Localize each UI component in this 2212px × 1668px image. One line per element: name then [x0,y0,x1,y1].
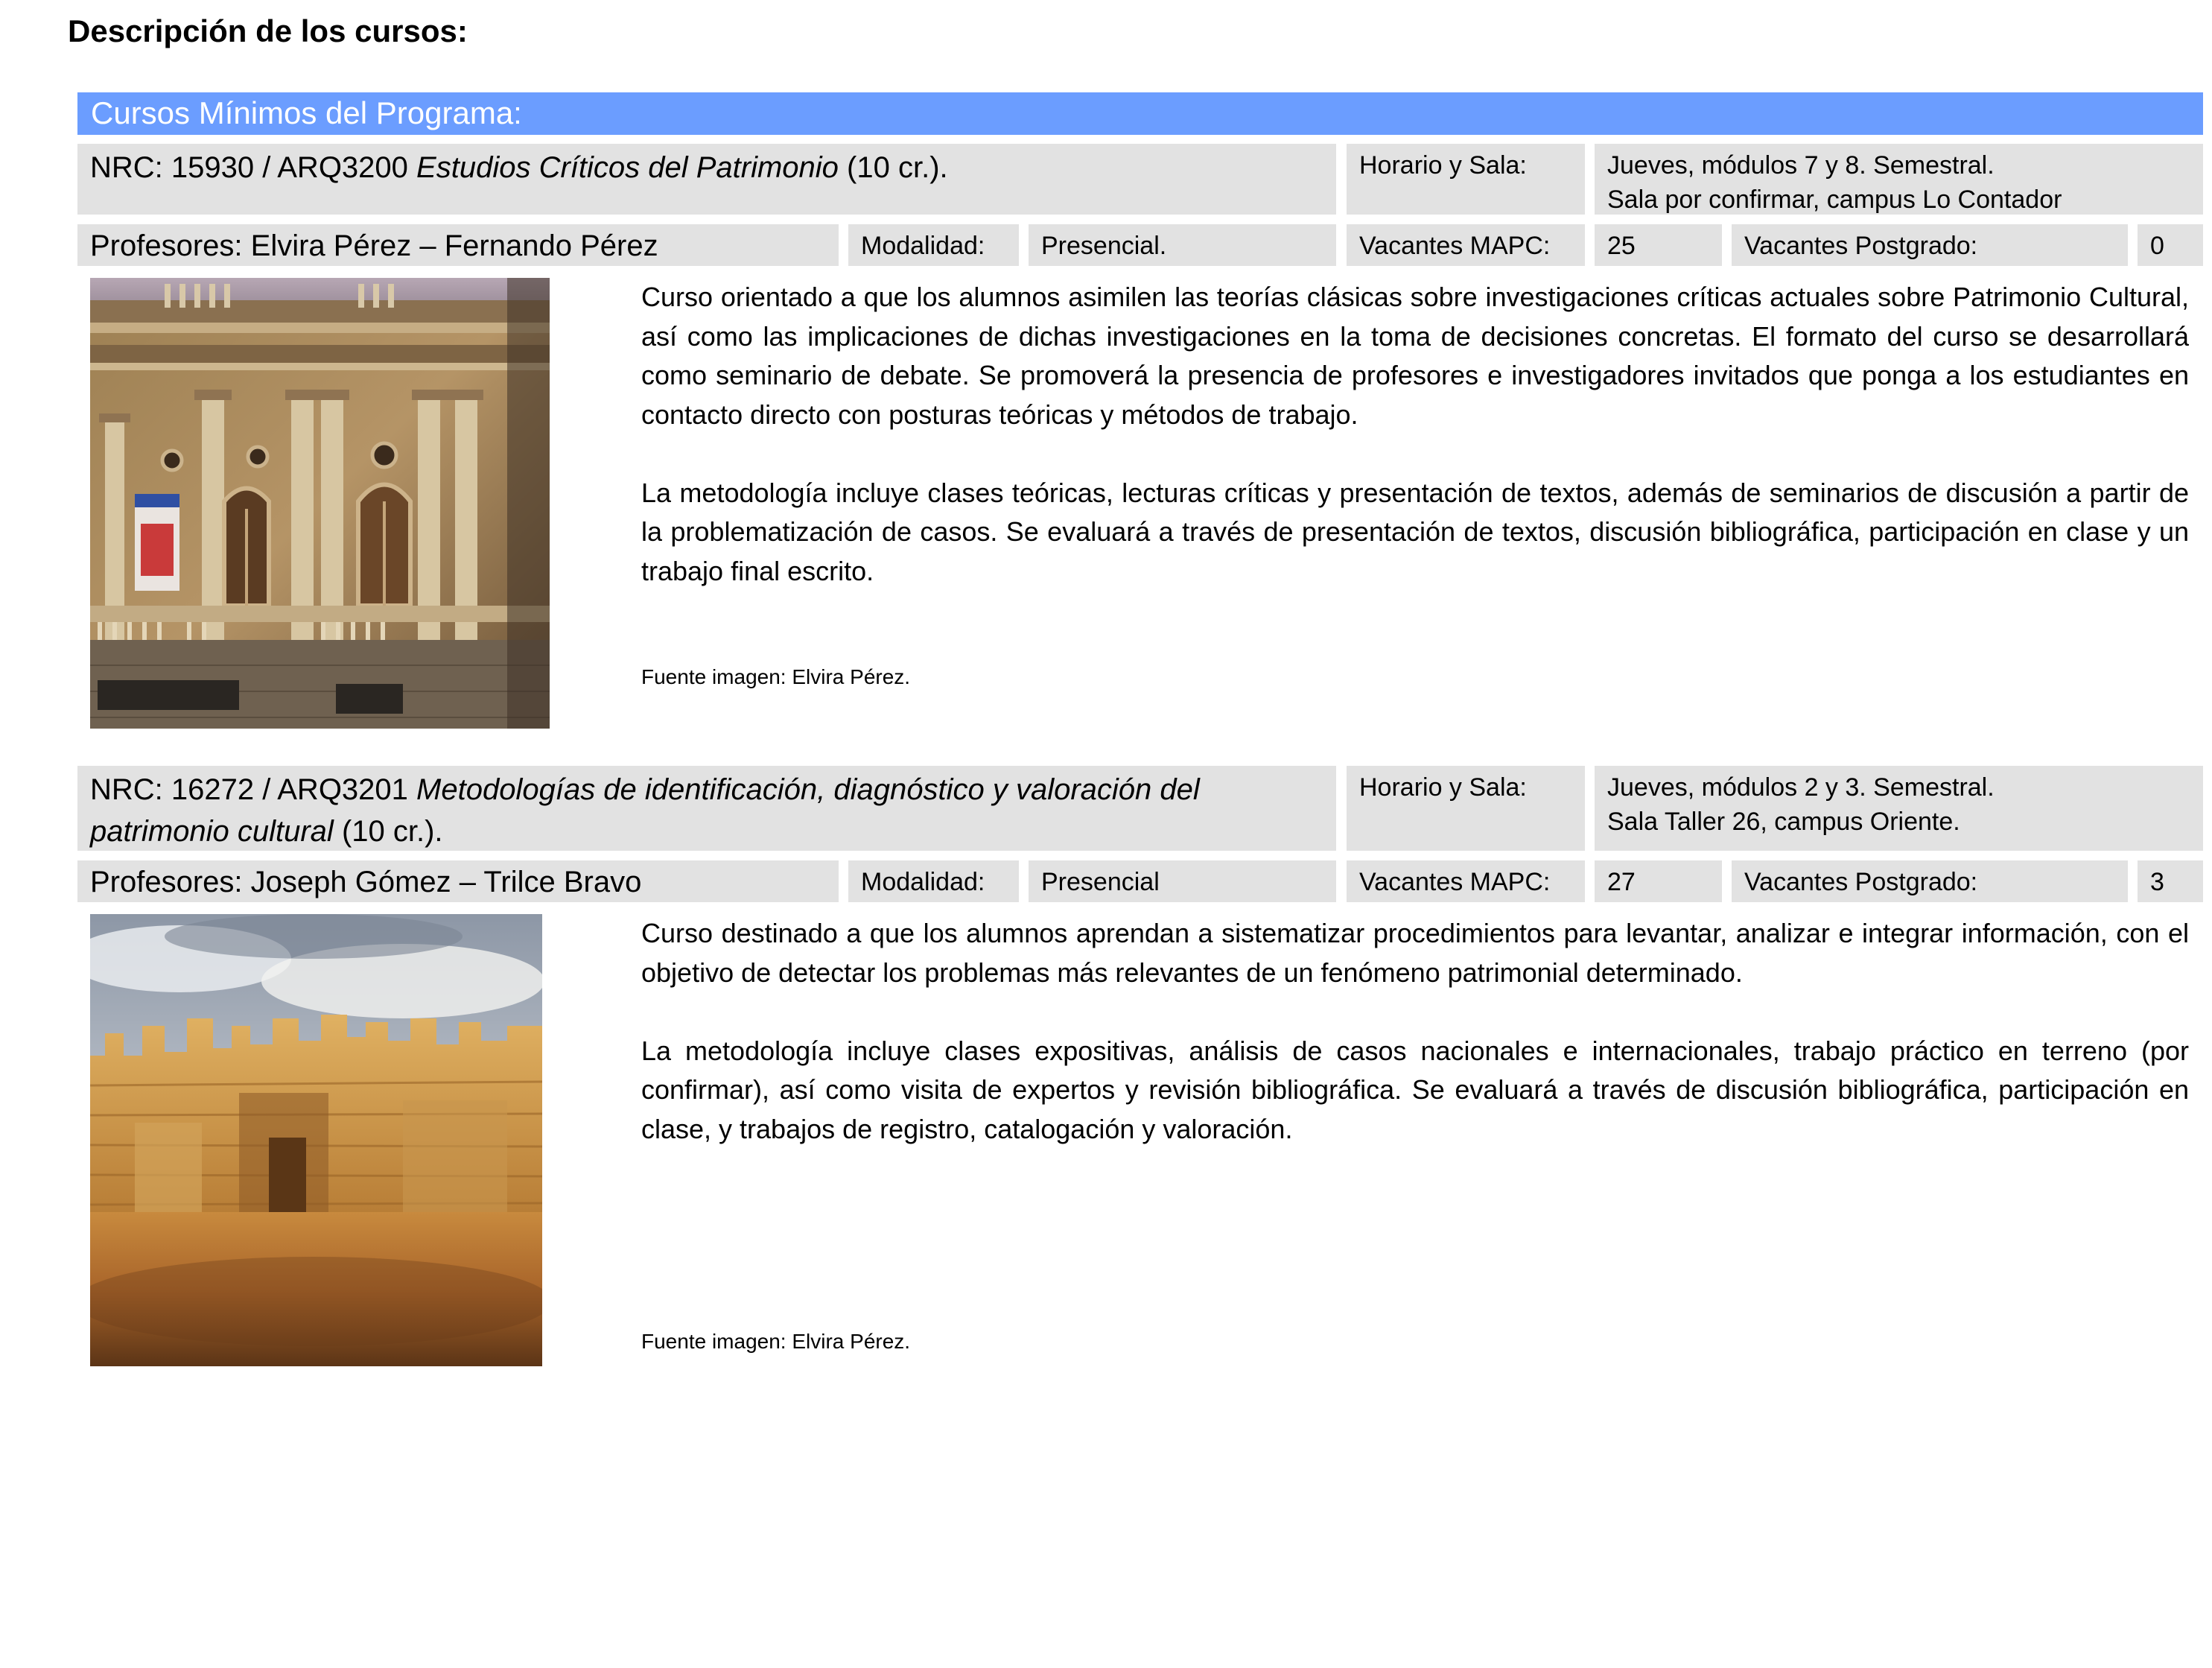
course-1-photo [90,278,550,729]
course-1-description [641,278,2189,591]
course-2-image-caption: Fuente imagen: Elvira Pérez. [641,1330,911,1353]
course-2-vacantes-mapc-label: Vacantes MAPC: [1347,860,1585,902]
course-1-vacantes-postgrado-value: 0 [2138,224,2203,266]
fortress-ruins-illustration [90,914,542,1366]
course-2-name-line2: patrimonio cultural [90,815,334,848]
course-2-photo [90,914,542,1366]
course-2-horario-line1: Jueves, módulos 2 y 3. Semestral. [1607,773,1995,802]
course-1-vacantes-postgrado-label: Vacantes Postgrado: [1732,224,2128,266]
course-2-description [641,914,2189,1149]
course-2-modalidad-label: Modalidad: [848,860,1019,902]
course-2-horario-line2: Sala Taller 26, campus Oriente. [1607,808,1960,836]
course-2-vacantes-mapc-value: 27 [1595,860,1722,902]
course-2-modalidad-value: Presencial [1029,860,1336,902]
section-header: Cursos Mínimos del Programa: [77,92,2203,135]
course-1-title [77,144,1336,215]
course-2-nrc: NRC: 16272 / ARQ3201 [90,773,417,806]
page-title: Descripción de los cursos: [68,13,468,48]
course-1-horario-label: Horario y Sala: [1347,144,1585,215]
course-2-vacantes-postgrado-value: 3 [2138,860,2203,902]
course-1-horario-value [1595,144,2203,215]
course-1-image-caption: Fuente imagen: Elvira Pérez. [641,665,911,688]
course-1-horario-line1: Jueves, módulos 7 y 8. Semestral. [1607,151,1995,180]
course-1-credits: (10 cr.). [838,151,948,184]
course-1-profesores: Profesores: Elvira Pérez – Fernando Pérez [77,224,839,266]
course-1-horario-line2: Sala por confirmar, campus Lo Contador [1607,185,2062,214]
course-2-vacantes-postgrado-label: Vacantes Postgrado: [1732,860,2128,902]
course-2-title [77,766,1336,851]
course-1-modalidad-label: Modalidad: [848,224,1019,266]
course-2-name-line1: Metodologías de identificación, diagnóstico y valoración del [416,773,1200,806]
course-1-nrc: NRC: 15930 / ARQ3200 [90,151,417,184]
course-1-description-p1: Curso orientado a que los alumnos asimilen las teorías clásicas sobre investigaciones críticas actuales sobre Patrimonio Cultural, así como las implicaciones de dichas investigaciones en la toma de decisiones concretas. El formato del curso se desarrollará como seminario de debate. Se promoverá la presencia de profesores e investigadores invitados que ponga a los estudiantes en contacto directo con posturas teóricas y métodos de trabajo. [641,282,2189,430]
course-1-modalidad-value: Presencial. [1029,224,1336,266]
course-1-vacantes-mapc-label: Vacantes MAPC: [1347,224,1585,266]
course-2-horario-label: Horario y Sala: [1347,766,1585,851]
course-2-horario-value [1595,766,2203,851]
course-2-credits: (10 cr.). [333,815,443,848]
course-1-vacantes-mapc-value: 25 [1595,224,1722,266]
course-1-name: Estudios Críticos del Patrimonio [416,151,839,184]
course-2-description-p1: Curso destinado a que los alumnos aprendan a sistematizar procedimientos para levantar, analizar e integrar información, con el objetivo de detectar los problemas más relevantes de un fenómeno patrimonial determinado. [641,918,2189,988]
course-2-description-p2: La metodología incluye clases expositivas, análisis de casos nacionales e internacionales, trabajo práctico en terreno (por confirmar), así como visita de expertos y revisión bibliográfica. Se evaluará a través de discusión bibliográfica, participación en clase, y trabajos de registro, catalogación y valoración. [641,1035,2189,1144]
course-1-description-p2: La metodología incluye clases teóricas, lecturas críticas y presentación de textos, además de seminarios de discusión a partir de la problematización de casos. Se evaluará a través de presentación de textos, discusión bibliográfica, participación en clase y un trabajo final escrito. [641,477,2189,586]
building-facade-illustration [90,278,550,729]
course-2-profesores: Profesores: Joseph Gómez – Trilce Bravo [77,860,839,902]
